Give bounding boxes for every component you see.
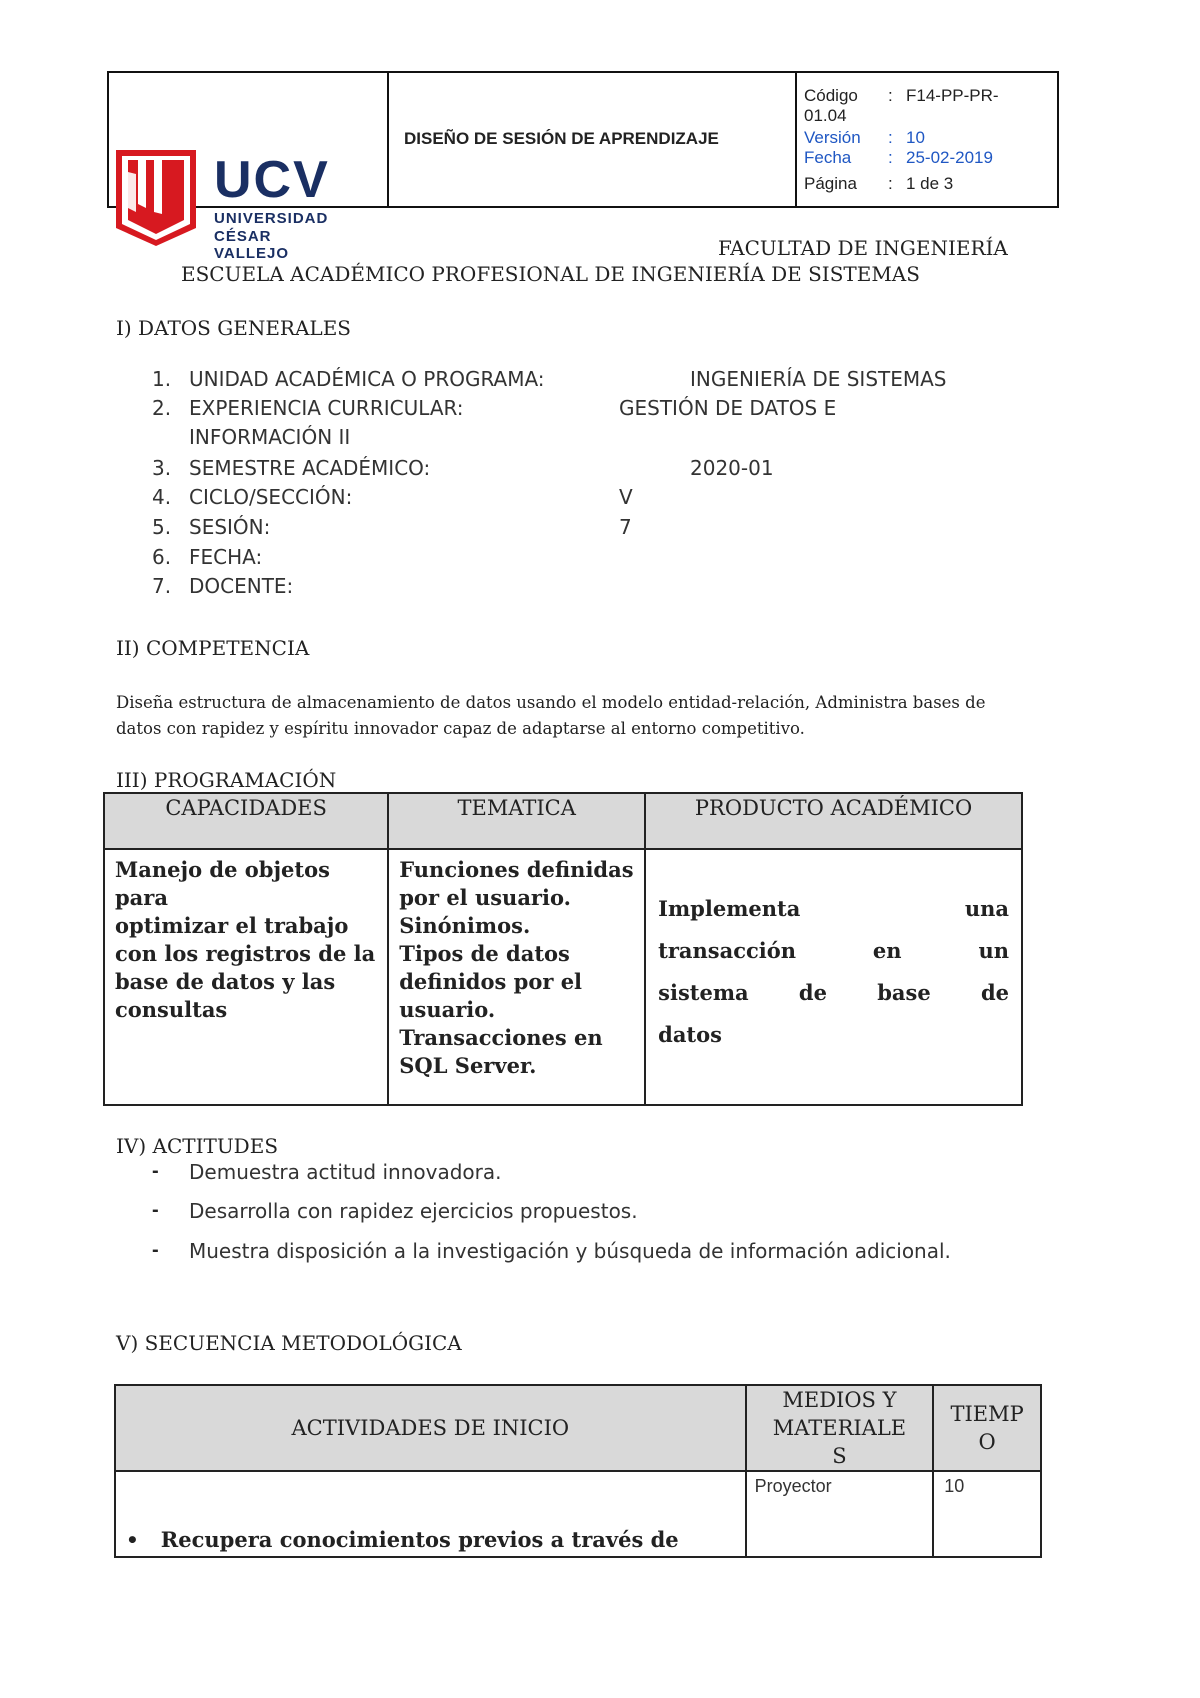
header-tiempo — [933, 1385, 1041, 1471]
section-actitudes: IV) ACTITUDES — [116, 1134, 279, 1158]
cell-producto — [645, 849, 1022, 1105]
general-item-label: UNIDAD ACADÉMICA O PROGRAMA: — [189, 367, 545, 391]
faculty-title: FACULTAD DE INGENIERÍA — [718, 236, 1008, 260]
general-item-value: INGENIERÍA DE SISTEMAS — [690, 367, 947, 391]
capacidades-line: consultas — [115, 997, 228, 1022]
producto-word: un — [978, 938, 1009, 963]
capacidades-line: base de datos y las — [115, 969, 336, 994]
actividad-text: Recupera conocimientos previos a través de — [160, 1527, 679, 1552]
header-border-right — [1057, 71, 1059, 208]
general-item-value: 7 — [619, 515, 632, 539]
section-programacion: III) PROGRAMACIÓN — [116, 768, 337, 792]
dash-bullet: - — [152, 1239, 159, 1261]
general-item-number: 7. — [152, 574, 172, 598]
producto-word: de — [798, 980, 827, 1005]
general-item-number: 6. — [152, 545, 172, 569]
header-medios — [746, 1385, 934, 1471]
producto-word: una — [964, 896, 1009, 921]
general-item-label: SEMESTRE ACADÉMICO: — [189, 456, 431, 480]
meta-version — [804, 128, 1054, 150]
producto-word: transacción — [658, 938, 797, 963]
section-datos-generales: I) DATOS GENERALES — [116, 316, 351, 340]
general-item-value: V — [619, 485, 633, 509]
header-border-top — [107, 71, 1059, 73]
section-secuencia: V) SECUENCIA METODOLÓGICA — [116, 1331, 462, 1355]
capacidades-line: optimizar el trabajo — [115, 913, 349, 938]
tematica-line: Funciones definidas — [399, 857, 634, 882]
table-header-row — [104, 793, 1022, 849]
general-item-number: 3. — [152, 456, 172, 480]
section-competencia: II) COMPETENCIA — [116, 636, 310, 660]
general-item-value-cont: INFORMACIÓN II — [189, 425, 351, 449]
header-divider-1 — [387, 71, 389, 208]
tematica-line: Sinónimos. — [399, 913, 531, 938]
general-item-label: DOCENTE: — [189, 574, 294, 598]
general-item-label: FECHA: — [189, 545, 263, 569]
general-item-number: 1. — [152, 367, 172, 391]
cell-tematica — [388, 849, 645, 1105]
actitud-item: Desarrolla con rapidez ejercicios propuestos. — [189, 1199, 638, 1223]
meta-code-sep: : — [888, 86, 893, 105]
general-item-label: CICLO/SECCIÓN: — [189, 485, 353, 509]
logo-wordmark: UCV — [214, 151, 330, 209]
header-medios-line: MEDIOS Y — [782, 1388, 897, 1412]
tematica-line: por el usuario. — [399, 885, 571, 910]
dash-bullet: - — [152, 1160, 159, 1182]
meta-code-cont — [804, 106, 1054, 128]
cell-medios — [746, 1471, 934, 1557]
logo-university: UNIVERSIDAD — [214, 210, 329, 227]
header-actividades: ACTIVIDADES DE INICIO — [115, 1385, 746, 1471]
meta-code-label: Código — [804, 86, 858, 105]
ucv-logo — [116, 150, 340, 262]
meta-code-value-cont: 01.04 — [804, 106, 847, 125]
dash-bullet: - — [152, 1199, 159, 1221]
meta-date — [804, 148, 1054, 170]
secuencia-table — [114, 1384, 1042, 1558]
document-title: DISEÑO DE SESIÓN DE APRENDIZAJE — [404, 129, 719, 148]
tematica-line: definidos por el — [399, 969, 583, 994]
header-producto: PRODUCTO ACADÉMICO — [645, 793, 1022, 849]
general-item-number: 4. — [152, 485, 172, 509]
table-header-row — [115, 1385, 1041, 1471]
competencia-text-line2: datos con rapidez y espíritu innovador capaz de adaptarse al entorno competitivo. — [116, 719, 805, 738]
meta-page-value: 1 de 3 — [906, 174, 954, 193]
producto-word: base — [877, 980, 931, 1005]
meta-page — [804, 174, 1054, 196]
general-item-label: EXPERIENCIA CURRICULAR: — [189, 396, 464, 420]
header-medios-line: S — [832, 1444, 847, 1468]
general-item-number: 5. — [152, 515, 172, 539]
general-item-value: 2020-01 — [690, 456, 774, 480]
competencia-text-line1: Diseña estructura de almacenamiento de datos usando el modelo entidad-relación, Administra bases de — [116, 693, 986, 712]
capacidades-line: con los registros de la — [115, 941, 376, 966]
meta-version-sep: : — [888, 128, 893, 147]
producto-line — [658, 930, 1009, 972]
header-tematica: TEMATICA — [388, 793, 645, 849]
producto-word: Implementa — [658, 896, 801, 921]
general-item-value: GESTIÓN DE DATOS E — [619, 396, 837, 420]
capacidades-line: Manejo de objetos para — [115, 857, 330, 910]
meta-date-label: Fecha — [804, 148, 852, 167]
cell-actividad — [115, 1471, 746, 1557]
meta-date-sep: : — [888, 148, 893, 167]
producto-word: sistema — [658, 980, 749, 1005]
producto-word: en — [872, 938, 902, 963]
tiempo-text: 10 — [944, 1476, 965, 1496]
meta-page-sep: : — [888, 174, 893, 193]
school-title: ESCUELA ACADÉMICO PROFESIONAL DE INGENIERÍA DE SISTEMAS — [181, 262, 920, 286]
header-divider-2 — [795, 71, 797, 208]
cell-tiempo — [933, 1471, 1041, 1557]
meta-code-value: F14-PP-PR- — [906, 86, 999, 105]
general-item-number: 2. — [152, 396, 172, 420]
header-border-left — [107, 71, 109, 208]
table-row — [104, 849, 1022, 1105]
actitud-item: Muestra disposición a la investigación y búsqueda de información adicional. — [189, 1239, 951, 1263]
tematica-line: Transacciones en — [399, 1025, 603, 1050]
producto-word: datos — [658, 1022, 722, 1047]
header-tiempo-line: TIEMP — [950, 1402, 1024, 1426]
table-row — [115, 1471, 1041, 1557]
meta-version-label: Versión — [804, 128, 861, 147]
tematica-line: SQL Server. — [399, 1053, 537, 1078]
header-capacidades: CAPACIDADES — [104, 793, 388, 849]
medios-text: Proyector — [754, 1476, 832, 1496]
producto-line — [658, 888, 1009, 930]
actitud-item: Demuestra actitud innovadora. — [189, 1160, 502, 1184]
tematica-line: usuario. — [399, 997, 496, 1022]
programacion-table — [103, 792, 1023, 1106]
meta-date-value: 25-02-2019 — [906, 148, 993, 167]
producto-line — [658, 972, 1009, 1014]
bullet-dot: • — [126, 1528, 139, 1552]
logo-name: CÉSAR VALLEJO — [214, 228, 290, 262]
general-item-label: SESIÓN: — [189, 515, 271, 539]
producto-line — [658, 1014, 1009, 1056]
producto-word: de — [980, 980, 1009, 1005]
header-medios-line: MATERIALE — [772, 1416, 907, 1440]
meta-version-value: 10 — [906, 128, 925, 147]
meta-code — [804, 86, 1054, 108]
tematica-line: Tipos de datos — [399, 941, 570, 966]
header-tiempo-line: O — [978, 1430, 996, 1454]
cell-capacidades — [104, 849, 388, 1105]
meta-page-label: Página — [804, 174, 857, 193]
